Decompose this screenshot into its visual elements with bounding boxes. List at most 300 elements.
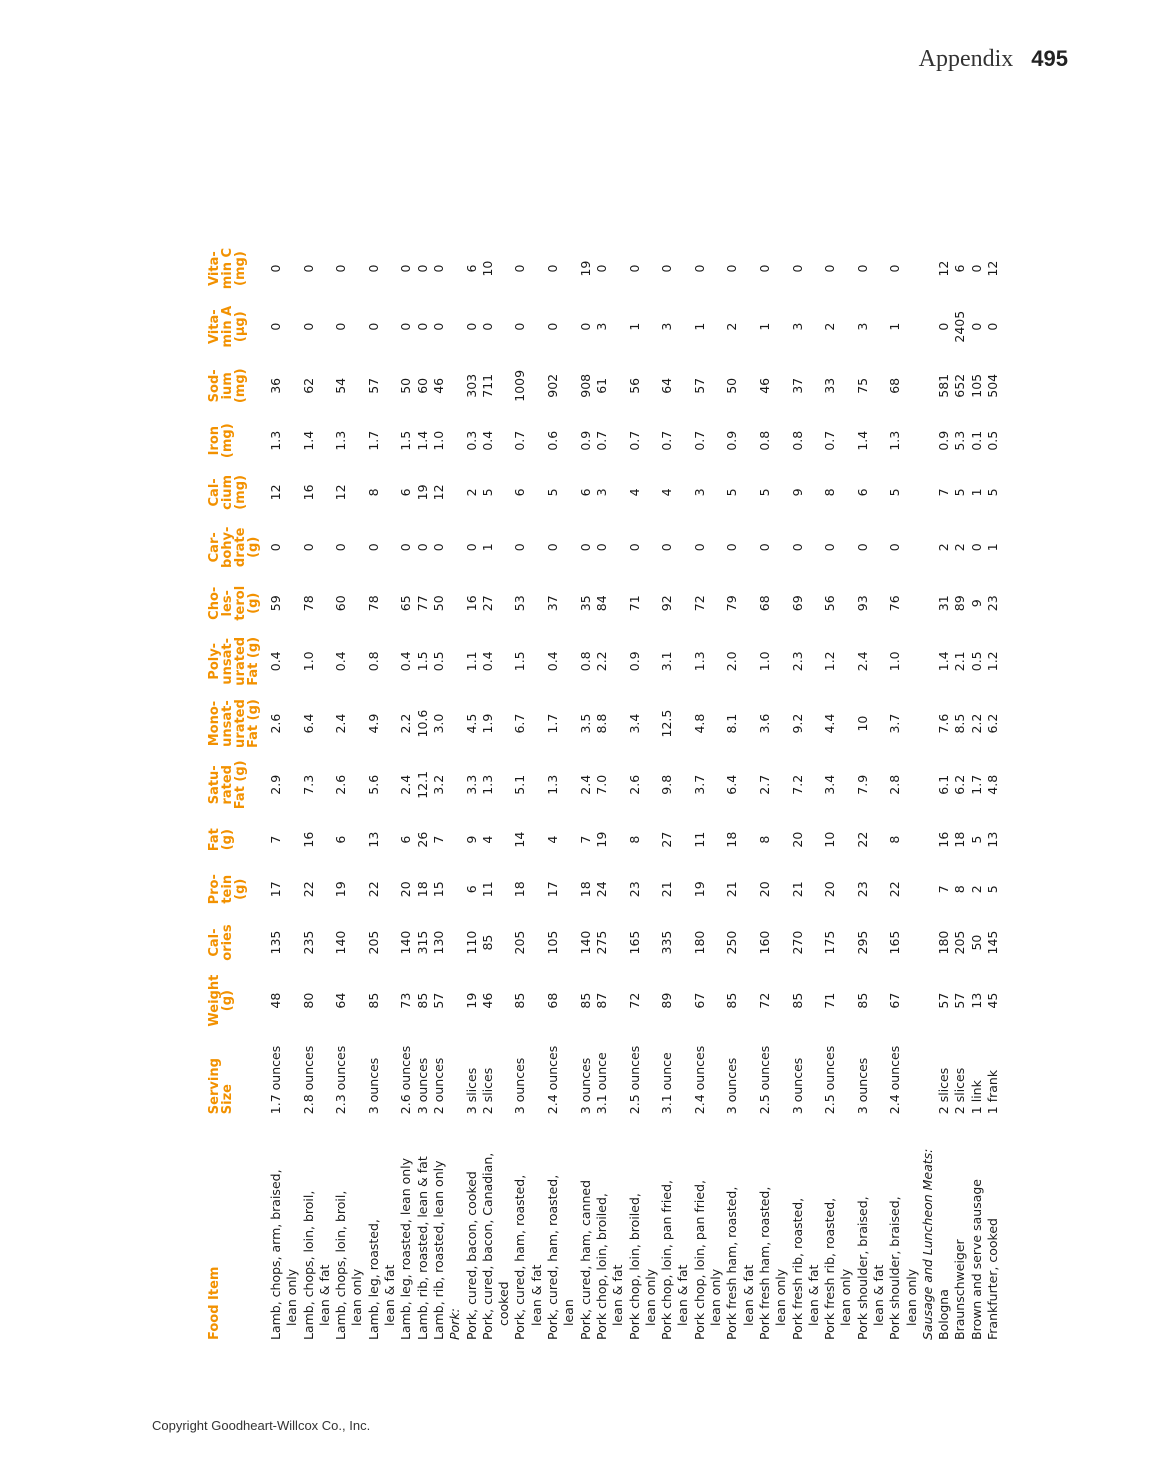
value-cell: 9 — [789, 488, 805, 497]
value-cell: 3.5 — [577, 713, 593, 734]
value-cell: 130 — [430, 930, 446, 955]
value-cell: 1.0 — [887, 651, 903, 672]
value-cell: 48 — [268, 992, 283, 1009]
value-cell: 1.4 — [854, 430, 870, 451]
value-cell: 85 — [365, 992, 381, 1009]
table-row — [545, 240, 578, 1340]
value-cell: 6 — [463, 264, 479, 273]
column-header: Cal- cium (mg) — [207, 474, 248, 510]
value-cell: 3 — [659, 322, 675, 331]
food-item-name: Pork, cured, bacon, Canadian, — [479, 1152, 495, 1340]
value-cell: 6.4 — [724, 774, 740, 795]
value-cell: 2.6 — [268, 713, 283, 734]
value-cell: 295 — [854, 930, 870, 955]
value-cell: 19 — [414, 484, 430, 501]
food-item-name: Pork fresh ham, roasted, — [756, 1186, 772, 1340]
value-cell: 57 — [365, 377, 381, 394]
table-row — [887, 240, 920, 1340]
value-cell: 2 — [968, 885, 984, 894]
value-cell: 26 — [414, 831, 430, 848]
value-cell: 19 — [333, 881, 349, 898]
food-item-name: Pork chop, loin, pan fried, — [659, 1180, 675, 1340]
food-item-name: Pork chop, loin, broiled, — [593, 1193, 609, 1340]
value-cell: 0 — [968, 322, 984, 331]
value-cell: 0.8 — [756, 430, 772, 451]
column-header: Poly- unsat- urated Fat (g) — [207, 636, 261, 686]
food-item-cell — [545, 1116, 578, 1340]
value-cell: 89 — [952, 595, 968, 612]
value-cell: 0.9 — [724, 430, 740, 451]
value-cell: 145 — [985, 930, 1001, 955]
value-cell: 6 — [398, 488, 414, 497]
value-cell: 27 — [479, 595, 495, 612]
value-cell: 0.9 — [936, 430, 952, 451]
value-cell: 64 — [333, 992, 349, 1009]
value-cell: 57 — [691, 377, 707, 394]
value-cell: 16 — [300, 484, 316, 501]
food-item-name: Pork fresh rib, roasted, — [789, 1197, 805, 1340]
food-item-continuation: lean & fat — [870, 1264, 886, 1326]
copyright-footer: Copyright Goodheart-Willcox Co., Inc. — [152, 1418, 371, 1433]
value-cell: 37 — [789, 377, 805, 394]
value-cell: 2 — [952, 543, 968, 552]
value-cell: 110 — [463, 930, 479, 955]
value-cell: 180 — [936, 930, 952, 955]
value-cell: 46 — [756, 377, 772, 394]
value-cell: 19 — [691, 881, 707, 898]
food-item-continuation: lean only — [773, 1268, 789, 1326]
value-cell: 17 — [268, 881, 283, 898]
value-cell: 1 — [968, 488, 984, 497]
value-cell: 0.9 — [577, 430, 593, 451]
value-cell: 46 — [430, 377, 446, 394]
value-cell: 3 — [691, 488, 707, 497]
value-cell: 19 — [577, 260, 593, 277]
value-cell: 6.2 — [985, 713, 1001, 734]
value-cell: 13 — [968, 992, 984, 1009]
value-cell: 67 — [691, 992, 707, 1009]
table-row — [480, 240, 513, 1340]
value-cell: 1.0 — [756, 651, 772, 672]
food-item-cell — [333, 1116, 366, 1340]
value-cell: 20 — [756, 881, 772, 898]
value-cell: 21 — [659, 881, 675, 898]
value-cell: 2 — [822, 322, 838, 331]
serving-size-cell: 3 ounces — [512, 1057, 528, 1115]
value-cell: 85 — [789, 992, 805, 1009]
table-row — [952, 240, 968, 1340]
food-item-cell — [952, 1116, 968, 1340]
value-cell: 22 — [887, 881, 903, 898]
value-cell: 20 — [822, 881, 838, 898]
value-cell: 5 — [724, 488, 740, 497]
food-item-continuation: lean only — [349, 1268, 365, 1326]
food-item-name: Pork shoulder, braised, — [854, 1196, 870, 1340]
value-cell: 68 — [545, 992, 561, 1009]
value-cell: 0 — [545, 322, 561, 331]
value-cell: 0 — [691, 543, 707, 552]
food-item-name: Bologna — [936, 1289, 952, 1340]
food-item-name: Lamb, leg, roasted, — [365, 1219, 381, 1340]
value-cell: 5 — [985, 488, 1001, 497]
value-cell: 23 — [854, 881, 870, 898]
value-cell: 0 — [724, 264, 740, 273]
table-row — [936, 240, 952, 1340]
value-cell: 7.3 — [300, 774, 316, 795]
food-item-cell — [855, 1116, 888, 1340]
value-cell: 0 — [430, 264, 446, 273]
food-item-cell — [887, 1116, 920, 1340]
column-header: Pro- tein (g) — [207, 874, 248, 905]
value-cell: 71 — [822, 992, 838, 1009]
value-cell: 87 — [593, 992, 609, 1009]
value-cell: 85 — [577, 992, 593, 1009]
value-cell: 69 — [789, 595, 805, 612]
value-cell: 0 — [300, 543, 316, 552]
value-cell: 72 — [756, 992, 772, 1009]
value-cell: 140 — [333, 930, 349, 955]
value-cell: 61 — [593, 377, 609, 394]
value-cell: 3.4 — [626, 713, 642, 734]
value-cell: 78 — [300, 595, 316, 612]
value-cell: 205 — [365, 930, 381, 955]
value-cell: 64 — [659, 377, 675, 394]
value-cell: 3 — [854, 322, 870, 331]
value-cell: 4.5 — [463, 713, 479, 734]
value-cell: 24 — [593, 881, 609, 898]
value-cell: 67 — [887, 992, 903, 1009]
value-cell: 60 — [414, 377, 430, 394]
serving-size-cell: 2.8 ounces — [300, 1045, 316, 1115]
serving-size-cell: 3 ounces — [789, 1057, 805, 1115]
value-cell: 0 — [268, 322, 283, 331]
value-cell: 18 — [952, 831, 968, 848]
food-item-cell — [627, 1116, 660, 1340]
food-item-name: Pork shoulder, braised, — [887, 1196, 903, 1340]
value-cell: 1 — [985, 543, 1001, 552]
value-cell: 5 — [887, 488, 903, 497]
section-label-row — [447, 240, 463, 1340]
value-cell: 4.8 — [691, 713, 707, 734]
food-item-cell — [578, 1116, 594, 1340]
value-cell: 6.1 — [936, 774, 952, 795]
value-cell: 5 — [952, 488, 968, 497]
value-cell: 8 — [626, 835, 642, 844]
value-cell: 0 — [398, 264, 414, 273]
table-row — [301, 240, 334, 1340]
value-cell: 1.3 — [887, 430, 903, 451]
value-cell: 18 — [724, 831, 740, 848]
food-item-cell — [985, 1116, 1001, 1340]
value-cell: 8.5 — [952, 713, 968, 734]
serving-size-cell: 3.1 ounce — [593, 1052, 609, 1115]
table-row — [822, 240, 855, 1340]
value-cell: 0 — [985, 322, 1001, 331]
value-cell: 18 — [512, 881, 528, 898]
value-cell: 9 — [968, 599, 984, 608]
value-cell: 0 — [430, 322, 446, 331]
running-head — [919, 46, 1068, 73]
value-cell: 3.2 — [430, 774, 446, 795]
column-header: Vita- min C (mg) — [207, 247, 248, 290]
value-cell: 711 — [479, 373, 495, 398]
value-cell: 2 — [724, 322, 740, 331]
value-cell: 5 — [545, 488, 561, 497]
serving-size-cell: 2.5 ounces — [822, 1045, 838, 1115]
value-cell: 2.6 — [333, 774, 349, 795]
food-item-cell — [415, 1116, 431, 1340]
value-cell: 0 — [398, 543, 414, 552]
value-cell: 1.1 — [463, 651, 479, 672]
value-cell: 205 — [952, 930, 968, 955]
value-cell: 23 — [626, 881, 642, 898]
value-cell: 908 — [577, 373, 593, 398]
food-item-name: Lamb, leg, roasted, lean only — [398, 1157, 414, 1340]
value-cell: 160 — [756, 930, 772, 955]
value-cell: 5 — [479, 488, 495, 497]
value-cell: 8.8 — [593, 713, 609, 734]
food-item-name: Pork chop, loin, broiled, — [626, 1193, 642, 1340]
food-item-cell — [822, 1116, 855, 1340]
value-cell: 2.6 — [626, 774, 642, 795]
value-cell: 1.7 — [968, 774, 984, 795]
value-cell: 27 — [659, 831, 675, 848]
table-row — [578, 240, 594, 1340]
value-cell: 0 — [659, 543, 675, 552]
value-cell: 2.1 — [952, 651, 968, 672]
section-label-row — [920, 240, 936, 1340]
value-cell: 36 — [268, 377, 283, 394]
value-cell: 0 — [414, 543, 430, 552]
value-cell: 0 — [512, 264, 528, 273]
value-cell: 0 — [333, 543, 349, 552]
value-cell: 652 — [952, 373, 968, 398]
value-cell: 0 — [479, 322, 495, 331]
value-cell: 9.2 — [789, 713, 805, 734]
section-label: Sausage and Luncheon Meats: — [919, 1148, 935, 1340]
value-cell: 581 — [936, 373, 952, 398]
value-cell: 0 — [268, 264, 283, 273]
value-cell: 3.4 — [822, 774, 838, 795]
value-cell: 1.3 — [545, 774, 561, 795]
food-item-continuation: lean & fat — [316, 1264, 332, 1326]
value-cell: 0 — [756, 543, 772, 552]
column-header: Mono- unsat- urated Fat (g) — [207, 699, 261, 748]
value-cell: 15 — [430, 881, 446, 898]
value-cell: 35 — [577, 595, 593, 612]
value-cell: 0.4 — [545, 651, 561, 672]
value-cell: 0 — [300, 264, 316, 273]
value-cell: 135 — [268, 930, 283, 955]
food-item-continuation: lean — [561, 1299, 577, 1326]
value-cell: 2 — [463, 488, 479, 497]
value-cell: 315 — [414, 930, 430, 955]
value-cell: 140 — [577, 930, 593, 955]
food-item-cell — [790, 1116, 823, 1340]
food-item-continuation: lean & fat — [740, 1264, 756, 1326]
value-cell: 1.5 — [512, 651, 528, 672]
value-cell: 2.4 — [854, 651, 870, 672]
value-cell: 8 — [365, 488, 381, 497]
value-cell: 0 — [463, 322, 479, 331]
value-cell: 8 — [756, 835, 772, 844]
food-item-cell — [724, 1116, 757, 1340]
column-header: Sod- ium (mg) — [207, 368, 248, 404]
table-row — [790, 240, 823, 1340]
value-cell: 2.2 — [968, 713, 984, 734]
value-cell: 0 — [545, 264, 561, 273]
value-cell: 1.3 — [479, 774, 495, 795]
column-header: Iron (mg) — [207, 423, 235, 459]
value-cell: 0 — [626, 264, 642, 273]
value-cell: 165 — [626, 930, 642, 955]
column-header: Serving Size — [207, 1058, 235, 1115]
food-item-name: Lamb, chops, loin, broil, — [300, 1190, 316, 1340]
table-row — [724, 240, 757, 1340]
value-cell: 335 — [659, 930, 675, 955]
value-cell: 0 — [724, 543, 740, 552]
value-cell: 7.2 — [789, 774, 805, 795]
table-row — [855, 240, 888, 1340]
column-header: Cho- les- terol (g) — [207, 585, 261, 621]
value-cell: 2.4 — [577, 774, 593, 795]
value-cell: 1.7 — [365, 430, 381, 451]
value-cell: 13 — [365, 831, 381, 848]
value-cell: 4.8 — [985, 774, 1001, 795]
value-cell: 0 — [577, 543, 593, 552]
column-header: Satu- rated Fat (g) — [207, 760, 248, 810]
value-cell: 8 — [952, 885, 968, 894]
value-cell: 50 — [724, 377, 740, 394]
value-cell: 3.0 — [430, 713, 446, 734]
value-cell: 19 — [463, 992, 479, 1009]
value-cell: 105 — [545, 930, 561, 955]
value-cell: 0.4 — [479, 430, 495, 451]
value-cell: 902 — [545, 373, 561, 398]
value-cell: 0.7 — [512, 430, 528, 451]
value-cell: 1.3 — [268, 430, 283, 451]
value-cell: 10 — [854, 715, 870, 732]
value-cell: 1.4 — [414, 430, 430, 451]
value-cell: 92 — [659, 595, 675, 612]
food-item-cell — [366, 1116, 399, 1340]
value-cell: 3.7 — [691, 774, 707, 795]
serving-size-cell: 2.5 ounces — [626, 1045, 642, 1115]
table-row — [594, 240, 627, 1340]
value-cell: 22 — [854, 831, 870, 848]
value-cell: 33 — [822, 377, 838, 394]
value-cell: 235 — [300, 930, 316, 955]
value-cell: 4 — [659, 488, 675, 497]
value-cell: 0.7 — [593, 430, 609, 451]
value-cell: 0.5 — [985, 430, 1001, 451]
serving-size-cell: 1 link — [968, 1080, 984, 1115]
value-cell: 205 — [512, 930, 528, 955]
value-cell: 0.5 — [968, 651, 984, 672]
value-cell: 0.8 — [577, 651, 593, 672]
serving-size-cell: 2.5 ounces — [756, 1045, 772, 1115]
value-cell: 85 — [854, 992, 870, 1009]
value-cell: 16 — [463, 595, 479, 612]
column-header: Fat (g) — [207, 828, 235, 852]
value-cell: 4.4 — [822, 713, 838, 734]
value-cell: 50 — [430, 595, 446, 612]
value-cell: 78 — [365, 595, 381, 612]
value-cell: 57 — [936, 992, 952, 1009]
value-cell: 0.1 — [968, 430, 984, 451]
value-cell: 79 — [724, 595, 740, 612]
value-cell: 8 — [887, 835, 903, 844]
table-row — [366, 240, 399, 1340]
value-cell: 7 — [268, 835, 283, 844]
food-item-cell — [268, 1116, 301, 1340]
value-cell: 0.4 — [398, 651, 414, 672]
value-cell: 0 — [333, 322, 349, 331]
value-cell: 0 — [887, 543, 903, 552]
table-row — [985, 240, 1001, 1340]
serving-size-cell: 2 slices — [479, 1067, 495, 1115]
value-cell: 0 — [512, 322, 528, 331]
value-cell: 16 — [300, 831, 316, 848]
value-cell: 23 — [985, 595, 1001, 612]
value-cell: 0 — [968, 264, 984, 273]
value-cell: 0.7 — [626, 430, 642, 451]
value-cell: 1.5 — [398, 430, 414, 451]
value-cell: 0.5 — [430, 651, 446, 672]
food-item-name: Pork fresh ham, roasted, — [724, 1186, 740, 1340]
value-cell: 59 — [268, 595, 283, 612]
value-cell: 0.3 — [463, 430, 479, 451]
running-head-title: Appendix — [918, 46, 1014, 72]
value-cell: 85 — [479, 934, 495, 951]
value-cell: 85 — [414, 992, 430, 1009]
value-cell: 0 — [365, 322, 381, 331]
serving-size-cell: 3 ounces — [365, 1057, 381, 1115]
value-cell: 2 — [936, 543, 952, 552]
nutrition-table — [208, 240, 1001, 1340]
value-cell: 22 — [300, 881, 316, 898]
value-cell: 5.1 — [512, 774, 528, 795]
value-cell: 12.1 — [414, 770, 430, 799]
serving-size-cell: 2.4 ounces — [545, 1045, 561, 1115]
food-item-cell — [757, 1116, 790, 1340]
value-cell: 57 — [430, 992, 446, 1009]
value-cell: 105 — [968, 373, 984, 398]
value-cell: 7.0 — [593, 774, 609, 795]
value-cell: 6 — [577, 488, 593, 497]
serving-size-cell: 3 slices — [463, 1067, 479, 1115]
value-cell: 7 — [430, 835, 446, 844]
food-item-cell — [512, 1116, 545, 1340]
value-cell: 5.3 — [952, 430, 968, 451]
value-cell: 37 — [545, 595, 561, 612]
value-cell: 21 — [789, 881, 805, 898]
value-cell: 89 — [659, 992, 675, 1009]
column-header: Car- bohy- drate (g) — [207, 526, 261, 568]
value-cell: 56 — [822, 595, 838, 612]
table-row — [659, 240, 692, 1340]
value-cell: 1.3 — [691, 651, 707, 672]
serving-size-cell: 2.4 ounces — [691, 1045, 707, 1115]
value-cell: 72 — [691, 595, 707, 612]
value-cell: 12 — [268, 484, 283, 501]
food-item-continuation: lean only — [642, 1268, 658, 1326]
value-cell: 80 — [300, 992, 316, 1009]
value-cell: 22 — [365, 881, 381, 898]
value-cell: 11 — [691, 831, 707, 848]
value-cell: 270 — [789, 930, 805, 955]
serving-size-cell: 1 frank — [985, 1069, 1001, 1115]
